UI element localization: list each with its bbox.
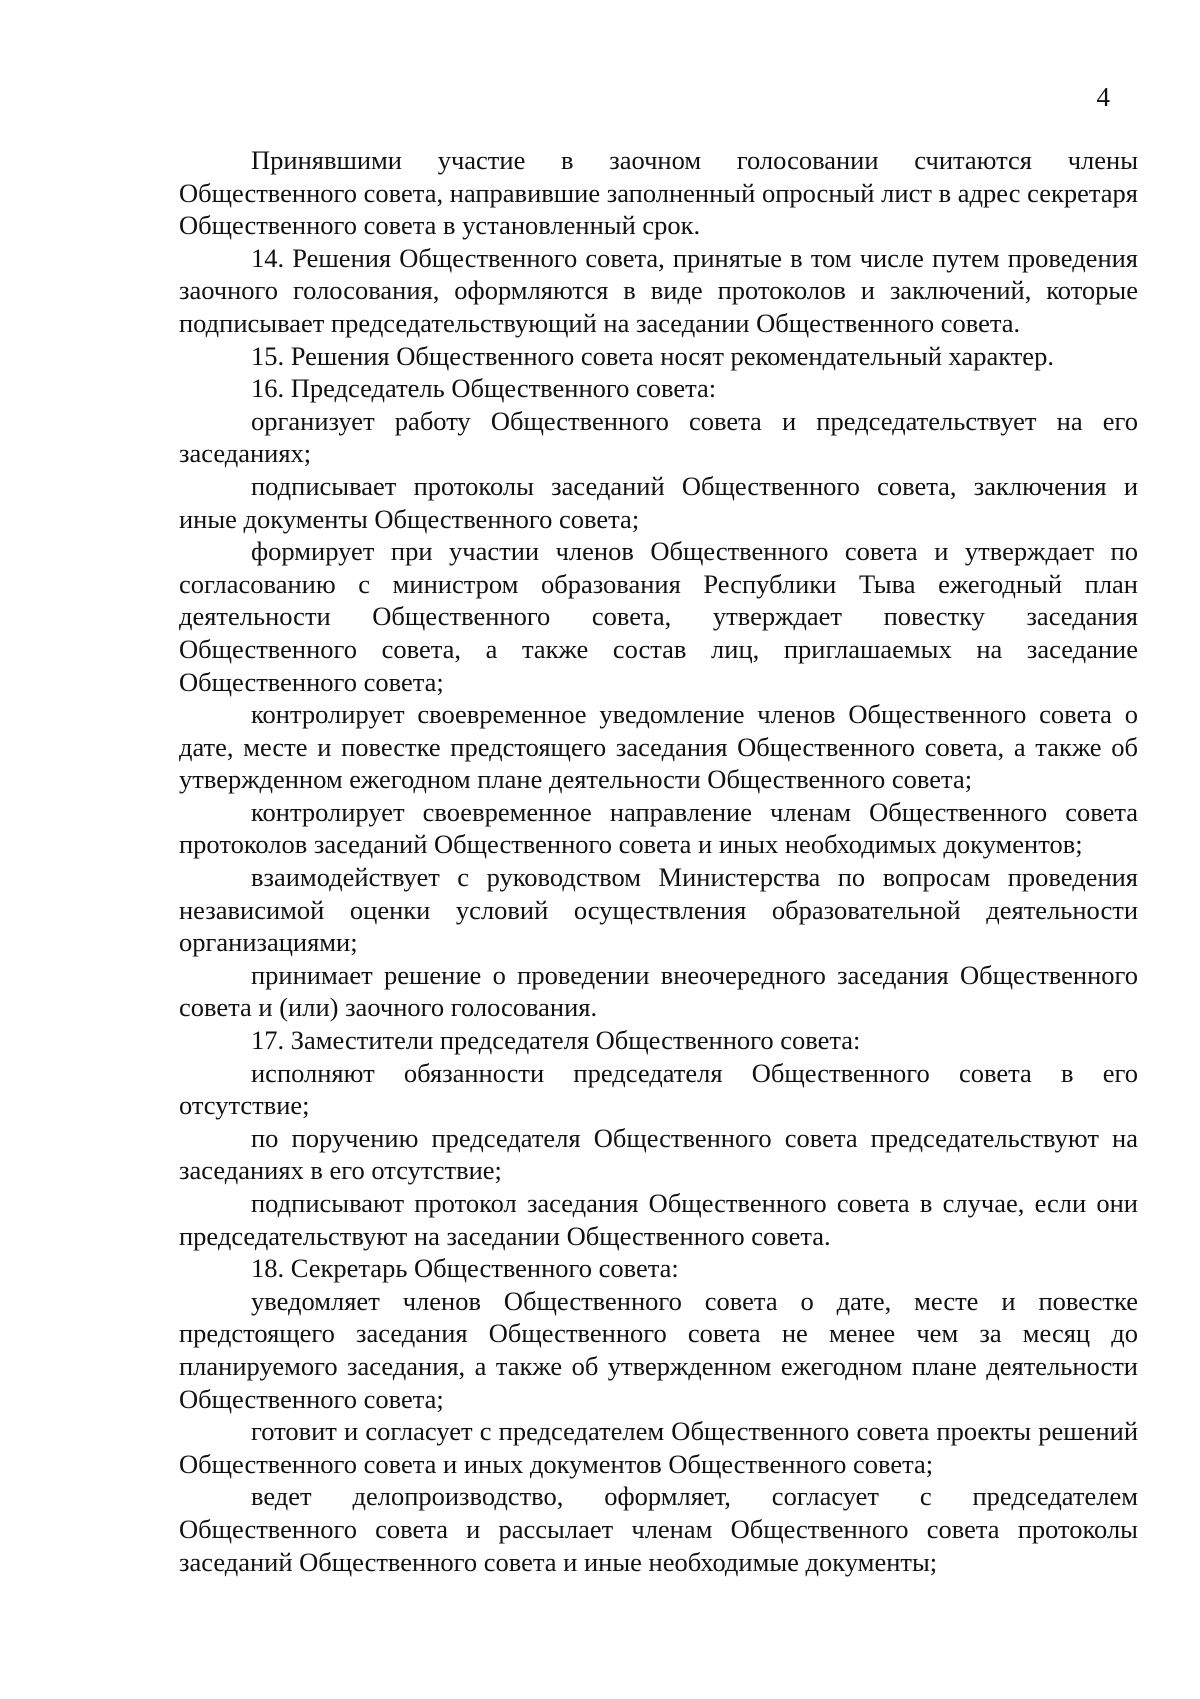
page-number: 4 [1096, 82, 1110, 112]
paragraph: 17. Заместители председателя Общественного совета: [251, 1025, 861, 1056]
paragraph: контролирует своевременное уведомление членов Общественного совета о дате, месте и повестке предстоящего заседания Общественного совета, а также об утвержденном ежегодном плане деятельности Общественного совета; [179, 699, 1138, 795]
paragraph: подписывает протоколы заседаний Общественного совета, заключения и иные документы Общественного совета; [179, 470, 1138, 534]
paragraph: исполняют обязанности председателя Общественного совета в его отсутствие; [179, 1057, 1138, 1121]
paragraph: Принявшими участие в заочном голосовании считаются члены Общественного совета, направившие заполненный опросный лист в адрес секретаря Общественного совета в установленный срок. [179, 145, 1138, 241]
paragraph: организует работу Общественного совета и председательствует на его заседаниях; [179, 405, 1138, 469]
paragraph: формирует при участии членов Общественного совета и утверждает по согласованию с министром образования Республики Тыва ежегодный план деятельности Общественного совета, утверждает повестку заседания Общественного совета, а также состав лиц, приглашаемых на заседание Общественного совета; [179, 536, 1138, 697]
paragraph: принимает решение о проведении внеочередного заседания Общественного совета и (или) заочного голосования. [179, 959, 1138, 1023]
paragraph: 15. Решения Общественного совета носят рекомендательный характер. [251, 340, 1054, 371]
paragraph: контролирует своевременное направление членам Общественного совета протоколов заседаний Общественного совета и иных необходимых документов; [179, 796, 1138, 860]
paragraph: ведет делопроизводство, оформляет, согласует с председателем Общественного совета и рассылает членам Общественного совета протоколы заседаний Общественного совета и иные необходимые документы; [179, 1481, 1138, 1577]
paragraph: по поручению председателя Общественного совета председательствуют на заседаниях в его отсутствие; [179, 1122, 1138, 1186]
paragraph: 16. Председатель Общественного совета: [251, 373, 717, 404]
paragraph: взаимодействует с руководством Министерства по вопросам проведения независимой оценки условий осуществления образовательной деятельности организациями; [179, 862, 1138, 958]
paragraph: уведомляет членов Общественного совета о дате, месте и повестке предстоящего заседания Общественного совета не менее чем за месяц до планируемого заседания, а также об утвержденном ежегодном плане деятельности Общественного совета; [179, 1285, 1138, 1414]
paragraph: готовит и согласует с председателем Общественного совета проекты решений Общественного совета и иных документов Общественного совета; [179, 1416, 1138, 1479]
document-body [179, 144, 1138, 1578]
paragraph: подписывают протокол заседания Общественного совета в случае, если они председательствуют на заседании Общественного совета. [179, 1188, 1138, 1251]
paragraph: 18. Секретарь Общественного совета: [251, 1253, 679, 1284]
paragraph: 14. Решения Общественного совета, принятые в том числе путем проведения заочного голосования, оформляются в виде протоколов и заключений, которые подписывает председательствующий на заседании Общественного совета. [179, 242, 1138, 338]
